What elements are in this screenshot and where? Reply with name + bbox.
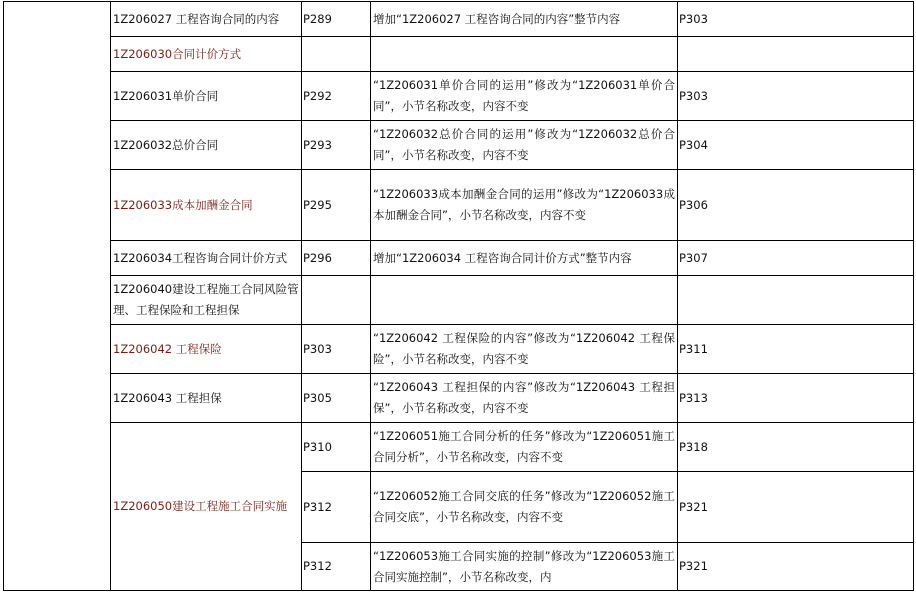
new-page-cell <box>678 37 914 72</box>
section-cell: 1Z206027 工程咨询合同的内容 <box>111 2 302 37</box>
old-page-cell: P310 <box>302 423 371 472</box>
new-page-cell: P303 <box>678 2 914 37</box>
section-cell: 1Z206040建设工程施工合同风险管理、工程保险和工程担保 <box>111 276 302 325</box>
old-page-cell <box>302 276 371 325</box>
change-description-cell: “1Z206053施工合同实施的控制”修改为“1Z206053施工合同实施控制”，小节名称改变，内 <box>371 543 678 591</box>
table-row <box>4 374 914 423</box>
change-description-cell: “1Z206033成本加酬金合同的运用”修改为“1Z206033成本加酬金合同”，小节名称改变，内容不变 <box>371 170 678 241</box>
change-description-cell: “1Z206052施工合同交底的任务”修改为“1Z206052施工合同交底”，小节名称改变，内容不变 <box>371 472 678 543</box>
section-cell: 1Z206031单价合同 <box>111 72 302 121</box>
old-page-cell: P312 <box>302 543 371 591</box>
section-cell: 1Z206033成本加酬金合同 <box>111 170 302 241</box>
old-page-cell: P295 <box>302 170 371 241</box>
old-page-cell <box>302 37 371 72</box>
change-description-cell: 增加“1Z206027 工程咨询合同的内容”整节内容 <box>371 2 678 37</box>
new-page-cell: P321 <box>678 472 914 543</box>
new-page-cell: P306 <box>678 170 914 241</box>
table-row <box>4 423 914 472</box>
old-page-cell: P303 <box>302 325 371 374</box>
new-page-cell: P313 <box>678 374 914 423</box>
change-description-cell <box>371 37 678 72</box>
table-row <box>4 2 914 37</box>
change-table-sheet <box>3 1 914 591</box>
old-page-cell: P293 <box>302 121 371 170</box>
table-row <box>4 241 914 276</box>
section-cell: 1Z206034工程咨询合同计价方式 <box>111 241 302 276</box>
old-page-cell: P296 <box>302 241 371 276</box>
section-cell: 1Z206030合同计价方式 <box>111 37 302 72</box>
new-page-cell <box>678 276 914 325</box>
table-row <box>4 37 914 72</box>
new-page-cell: P311 <box>678 325 914 374</box>
table-row <box>4 72 914 121</box>
change-description-cell: 增加“1Z206034 工程咨询合同计价方式”整节内容 <box>371 241 678 276</box>
blank-left-column <box>4 2 111 591</box>
section-cell: 1Z206042 工程保险 <box>111 325 302 374</box>
change-description-cell <box>371 276 678 325</box>
new-page-cell: P304 <box>678 121 914 170</box>
new-page-cell: P321 <box>678 543 914 591</box>
change-description-cell: “1Z206042 工程保险的内容”修改为“1Z206042 工程保险”，小节名称改变，内容不变 <box>371 325 678 374</box>
new-page-cell: P303 <box>678 72 914 121</box>
table-row <box>4 170 914 241</box>
new-page-cell: P307 <box>678 241 914 276</box>
table-row <box>4 121 914 170</box>
change-description-cell: “1Z206043 工程担保的内容”修改为“1Z206043 工程担保”，小节名称改变，内容不变 <box>371 374 678 423</box>
new-page-cell: P318 <box>678 423 914 472</box>
table-row <box>4 276 914 325</box>
change-description-cell: “1Z206031单价合同的运用”修改为“1Z206031单价合同”，小节名称改变，内容不变 <box>371 72 678 121</box>
old-page-cell: P292 <box>302 72 371 121</box>
group-section-cell: 1Z206050建设工程施工合同实施 <box>111 423 302 591</box>
old-page-cell: P312 <box>302 472 371 543</box>
change-description-cell: “1Z206051施工合同分析的任务”修改为“1Z206051施工合同分析”，小节名称改变，内容不变 <box>371 423 678 472</box>
old-page-cell: P305 <box>302 374 371 423</box>
textbook-change-table <box>3 1 914 591</box>
change-description-cell: “1Z206032总价合同的运用”修改为“1Z206032总价合同”，小节名称改变，内容不变 <box>371 121 678 170</box>
section-cell: 1Z206043 工程担保 <box>111 374 302 423</box>
section-cell: 1Z206032总价合同 <box>111 121 302 170</box>
old-page-cell: P289 <box>302 2 371 37</box>
table-row <box>4 325 914 374</box>
